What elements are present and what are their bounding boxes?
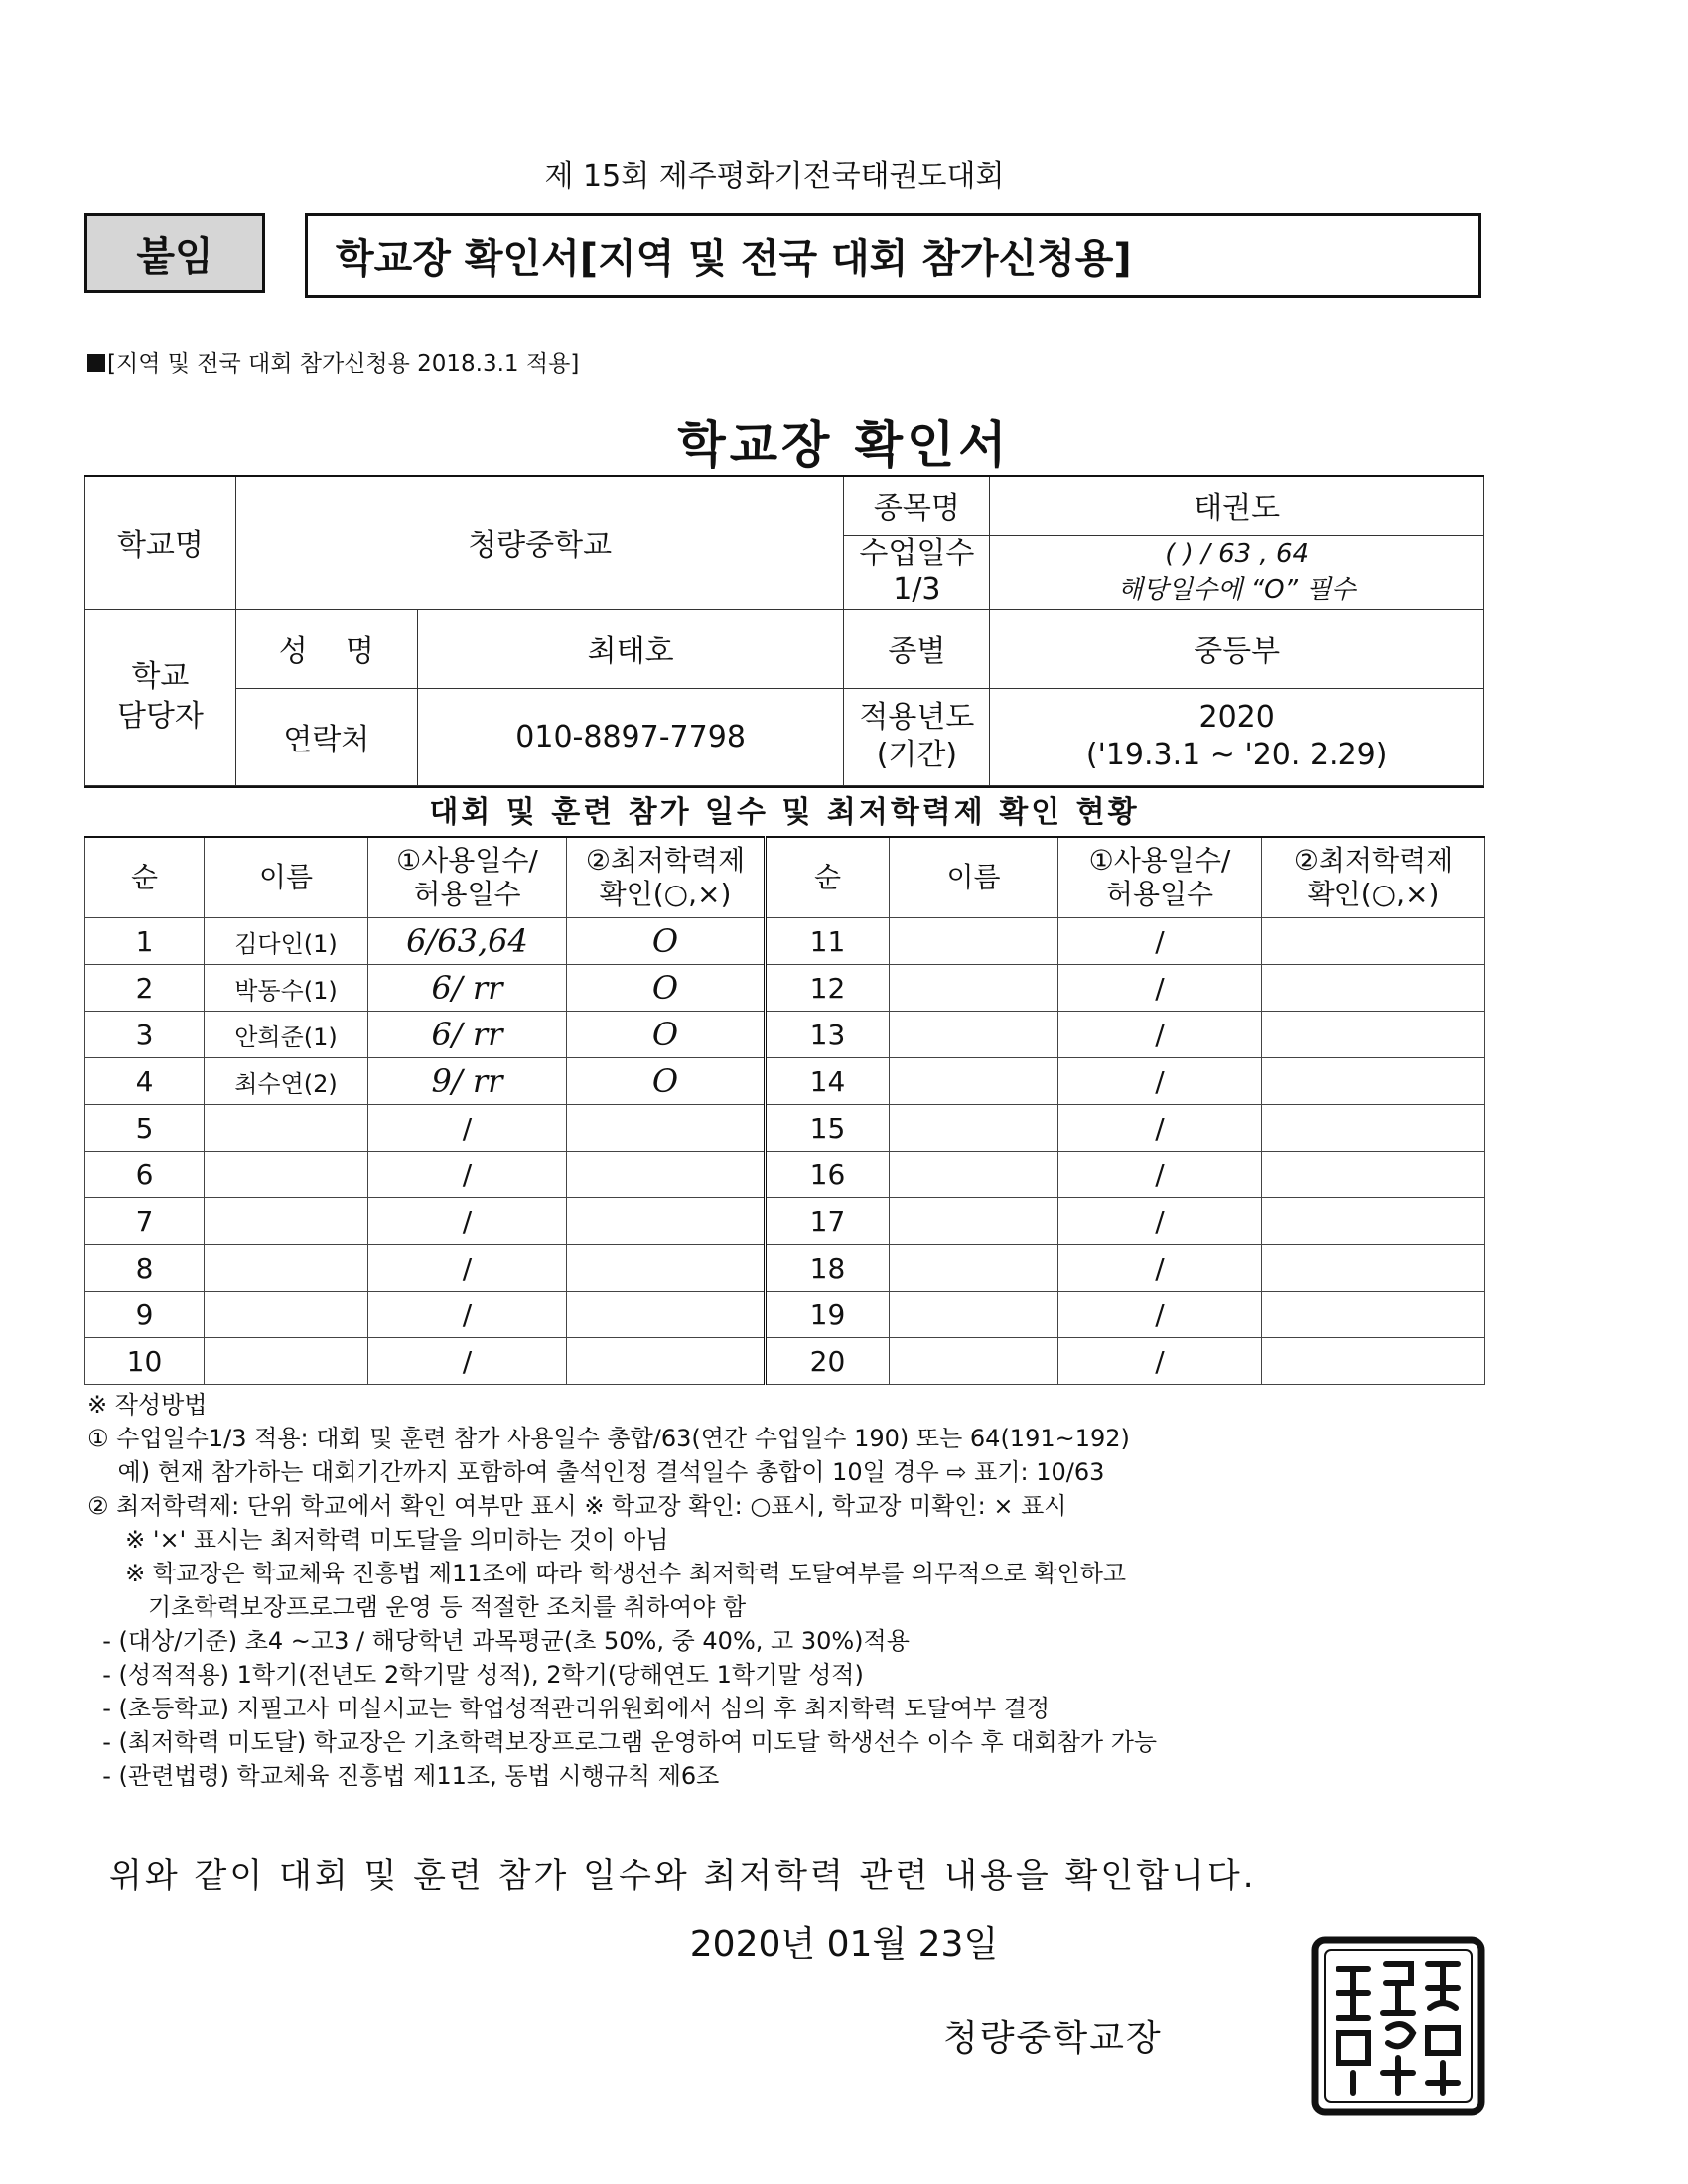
days-value: ( ) / 63 , 64 <box>1165 539 1310 569</box>
cell-check: O <box>567 1058 766 1105</box>
cell-check <box>1262 1292 1485 1338</box>
cell-name <box>890 1058 1058 1105</box>
cell-no: 17 <box>766 1198 890 1245</box>
table-row <box>85 1245 1485 1292</box>
instruction-line: - (성적적용) 1학기(전년도 2학기말 성적), 2학기(당해연도 1학기말 성적) <box>87 1661 864 1689</box>
cell-check <box>1262 965 1485 1012</box>
cell-days: / <box>368 1338 567 1385</box>
header-no: 순 <box>85 837 205 918</box>
table-row <box>85 1105 1485 1152</box>
cell-name <box>890 965 1058 1012</box>
days-field <box>990 535 1484 609</box>
table-row <box>85 965 1485 1012</box>
cell-no: 8 <box>85 1245 205 1292</box>
cell-no: 15 <box>766 1105 890 1152</box>
cell-days: / <box>1058 1012 1262 1058</box>
cell-check <box>1262 1012 1485 1058</box>
cell-name: 안희준(1) <box>205 1012 368 1058</box>
school-seal-stamp <box>1309 1934 1487 2117</box>
days-label-1: 수업일수 <box>859 536 975 571</box>
cell-name <box>890 918 1058 965</box>
category-value: 중등부 <box>990 609 1484 688</box>
cell-days: / <box>1058 965 1262 1012</box>
contest-name: 제 15회 제주평화기전국태권도대회 <box>544 159 1005 194</box>
header-days-1: ①사용일수/ <box>396 844 538 877</box>
cell-no: 5 <box>85 1105 205 1152</box>
cell-check <box>1262 1105 1485 1152</box>
cell-check <box>567 1292 766 1338</box>
header-days <box>368 837 567 918</box>
header-days-right <box>1058 837 1262 918</box>
header-min-right <box>1262 837 1485 918</box>
year-period: ('19.3.1 ~ '20. 2.29) <box>1085 738 1388 772</box>
cell-no: 20 <box>766 1338 890 1385</box>
header-name: 이름 <box>205 837 368 918</box>
cell-days: 6/63,64 <box>368 918 567 965</box>
cell-check <box>567 1338 766 1385</box>
days-label <box>844 535 990 609</box>
phone-value: 010-8897-7798 <box>417 688 844 785</box>
cell-days: / <box>1058 1292 1262 1338</box>
cell-check <box>1262 918 1485 965</box>
header-name-right: 이름 <box>890 837 1058 918</box>
table-row <box>85 1292 1485 1338</box>
event-label: 종목명 <box>844 476 990 535</box>
info-table <box>84 475 1484 786</box>
header-min <box>567 837 766 918</box>
cell-days: 6/ rr <box>368 965 567 1012</box>
manager-name: 최태호 <box>417 609 844 688</box>
participation-table <box>84 836 1485 1385</box>
cell-check <box>567 1245 766 1292</box>
cell-check <box>1262 1198 1485 1245</box>
year-value: 2020 <box>1198 700 1275 735</box>
header-min-1-right: ②최저학력제 <box>1293 844 1454 877</box>
instruction-line: ※ '×' 표시는 최저학력 미도달을 의미하는 것이 아님 <box>87 1526 669 1554</box>
cell-check <box>567 1105 766 1152</box>
header-min-2: 확인(○,×) <box>599 878 732 910</box>
table-row <box>85 918 1485 965</box>
year-field <box>990 688 1484 785</box>
cell-check <box>567 1198 766 1245</box>
principal-signature: 청량중학교장 <box>943 2018 1163 2059</box>
cell-no: 3 <box>85 1012 205 1058</box>
cell-no: 16 <box>766 1152 890 1198</box>
cell-name <box>205 1245 368 1292</box>
cell-no: 1 <box>85 918 205 965</box>
cell-days: 9/ rr <box>368 1058 567 1105</box>
cell-no: 9 <box>85 1292 205 1338</box>
writing-instructions <box>87 1388 1497 1793</box>
cell-no: 7 <box>85 1198 205 1245</box>
phone-label: 연락처 <box>235 688 417 785</box>
instruction-line: 기초학력보장프로그램 운영 등 적절한 조치를 취하여야 함 <box>87 1593 747 1621</box>
table-row <box>85 1012 1485 1058</box>
cell-check <box>1262 1058 1485 1105</box>
cell-days: / <box>1058 1245 1262 1292</box>
instruction-line: - (최저학력 미도달) 학교장은 기초학력보장프로그램 운영하여 미도달 학생선수 이수 후 대회참가 가능 <box>87 1728 1158 1756</box>
cell-days: / <box>368 1152 567 1198</box>
cell-check: O <box>567 918 766 965</box>
table-row <box>85 1058 1485 1105</box>
header-min-1: ②최저학력제 <box>585 844 746 877</box>
cell-name <box>205 1105 368 1152</box>
cell-no: 18 <box>766 1245 890 1292</box>
school-label: 학교명 <box>85 476 236 609</box>
cell-no: 13 <box>766 1012 890 1058</box>
instruction-line: 예) 현재 참가하는 대회기간까지 포함하여 출석인정 결석일수 총합이 10일 경우 ⇨ 표기: 10/63 <box>87 1458 1105 1486</box>
category-label: 종별 <box>844 609 990 688</box>
cell-no: 4 <box>85 1058 205 1105</box>
cell-days: / <box>1058 1338 1262 1385</box>
issue-date: 2020년 01월 23일 <box>689 1924 999 1965</box>
cell-name <box>205 1198 368 1245</box>
year-label-2: (기간) <box>876 738 958 772</box>
header-no-right: 순 <box>766 837 890 918</box>
cell-no: 10 <box>85 1338 205 1385</box>
cell-no: 19 <box>766 1292 890 1338</box>
year-label <box>844 688 990 785</box>
cell-days: / <box>1058 918 1262 965</box>
header-days-2: 허용일수 <box>413 878 521 910</box>
header-days-1-right: ①사용일수/ <box>1088 844 1231 877</box>
cell-name <box>890 1198 1058 1245</box>
cell-check <box>1262 1245 1485 1292</box>
header-days-2-right: 허용일수 <box>1105 878 1214 910</box>
cell-no: 12 <box>766 965 890 1012</box>
school-name: 청량중학교 <box>235 476 844 609</box>
instruction-line: - (대상/기준) 초4 ~고3 / 해당학년 과목평균(초 50%, 중 40%, 고 30%)적용 <box>87 1627 910 1655</box>
name-label: 성 명 <box>235 609 417 688</box>
cell-name <box>205 1292 368 1338</box>
contact-label <box>85 609 236 785</box>
cell-no: 6 <box>85 1152 205 1198</box>
header-title: 학교장 확인서[지역 및 전국 대회 참가신청용] <box>305 213 1481 298</box>
cell-no: 11 <box>766 918 890 965</box>
applied-note <box>87 345 579 378</box>
cell-days: / <box>1058 1152 1262 1198</box>
cell-name <box>890 1245 1058 1292</box>
cell-name <box>205 1338 368 1385</box>
document-title: 학교장 확인서 <box>677 416 1011 474</box>
applied-note-text: [지역 및 전국 대회 참가신청용 2018.3.1 적용] <box>107 351 580 377</box>
table-header-row <box>85 837 1485 918</box>
instruction-line: - (초등학교) 지필고사 미실시교는 학업성적관리위원회에서 심의 후 최저학력 도달여부 결정 <box>87 1695 1051 1722</box>
cell-name <box>890 1152 1058 1198</box>
cell-days: / <box>368 1198 567 1245</box>
cell-check <box>1262 1338 1485 1385</box>
cell-name: 김다인(1) <box>205 918 368 965</box>
instruction-line: - (관련법령) 학교체육 진흥법 제11조, 동법 시행규칙 제6조 <box>87 1762 720 1790</box>
header-min-2-right: 확인(○,×) <box>1307 878 1440 910</box>
contact-label-2: 담당자 <box>116 699 204 734</box>
square-bullet-icon <box>87 354 105 372</box>
cell-no: 2 <box>85 965 205 1012</box>
attachment-badge: 붙임 <box>84 213 265 293</box>
days-note: 해당일수에 “O” 필수 <box>1117 575 1356 605</box>
cell-days: / <box>1058 1198 1262 1245</box>
instruction-line: ※ 작성방법 <box>87 1391 208 1419</box>
cell-days: 6/ rr <box>368 1012 567 1058</box>
table-row <box>85 1198 1485 1245</box>
cell-days: / <box>1058 1058 1262 1105</box>
event-value: 태권도 <box>990 476 1484 535</box>
cell-check <box>1262 1152 1485 1198</box>
cell-days: / <box>368 1292 567 1338</box>
cell-no: 14 <box>766 1058 890 1105</box>
cell-name: 박동수(1) <box>205 965 368 1012</box>
table-row <box>85 1338 1485 1385</box>
instruction-line: ② 최저학력제: 단위 학교에서 확인 여부만 표시 ※ 학교장 확인: ○표시, 학교장 미확인: × 표시 <box>87 1492 1067 1520</box>
instruction-line: ① 수업일수1/3 적용: 대회 및 훈련 참가 사용일수 총합/63(연간 수업일수 190) 또는 64(191~192) <box>87 1425 1130 1452</box>
cell-days: / <box>368 1105 567 1152</box>
cell-check: O <box>567 1012 766 1058</box>
cell-name: 최수연(2) <box>205 1058 368 1105</box>
cell-name <box>205 1152 368 1198</box>
cell-check <box>567 1152 766 1198</box>
cell-name <box>890 1292 1058 1338</box>
cell-name <box>890 1338 1058 1385</box>
cell-name <box>890 1012 1058 1058</box>
contact-label-1: 학교 <box>131 659 190 694</box>
table-row <box>85 1152 1485 1198</box>
cell-days: / <box>1058 1105 1262 1152</box>
days-label-2: 1/3 <box>893 572 941 607</box>
cell-name <box>890 1105 1058 1152</box>
confirmation-statement: 위와 같이 대회 및 훈련 참가 일수와 최저학력 관련 내용을 확인합니다. <box>109 1856 1257 1896</box>
cell-days: / <box>368 1245 567 1292</box>
section-title: 대회 및 훈련 참가 일수 및 최저학력제 확인 현황 <box>84 786 1484 838</box>
cell-check: O <box>567 965 766 1012</box>
instruction-line: ※ 학교장은 학교체육 진흥법 제11조에 따라 학생선수 최저학력 도달여부를 의무적으로 확인하고 <box>87 1560 1127 1587</box>
year-label-1: 적용년도 <box>859 700 975 735</box>
